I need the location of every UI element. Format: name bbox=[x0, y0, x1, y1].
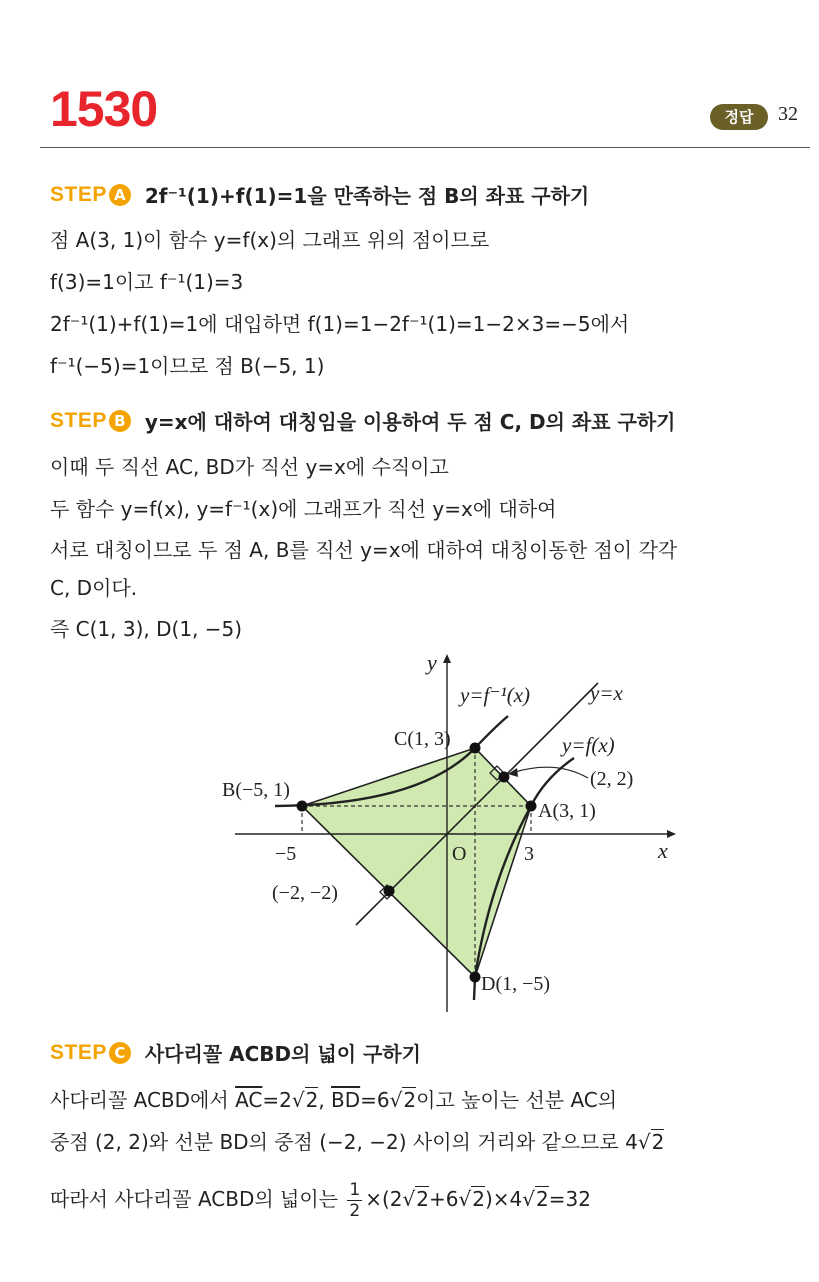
trapezoid-fill bbox=[302, 748, 531, 977]
step-a-title: 2f⁻¹(1)+f(1)=1을 만족하는 점 B의 좌표 구하기 bbox=[144, 184, 590, 208]
step-a-letter: A bbox=[109, 184, 131, 206]
sqrt-radicand: 2 bbox=[651, 1130, 665, 1154]
step-b-line-4: C, D이다. bbox=[50, 576, 138, 600]
step-c-title: 사다리꼴 ACBD의 넓이 구하기 bbox=[144, 1042, 421, 1066]
segment-ac: $\overline{AC}$ bbox=[235, 1088, 263, 1112]
step-b-line-5: 즉 C(1, 3), D(1, −5) bbox=[50, 617, 243, 641]
text: ×(2 bbox=[365, 1187, 403, 1211]
segment-bd: $\overline{BD}$ bbox=[331, 1088, 361, 1112]
text: =32 bbox=[548, 1187, 591, 1211]
x-axis-label: x bbox=[658, 838, 668, 863]
step-c-line-3: 따라서 사다리꼴 ACBD의 넓이는 $\frac{1}{2}$ ×(2√2+6√2)×4√2=32 bbox=[50, 1180, 591, 1221]
sqrt-radicand: 2 bbox=[472, 1187, 485, 1211]
sqrt-radicand: 2 bbox=[416, 1187, 429, 1211]
text: 따라서 사다리꼴 ACBD의 넓이는 bbox=[50, 1187, 345, 1211]
point-c bbox=[470, 743, 481, 754]
text: =6 bbox=[360, 1088, 390, 1112]
y-axis-arrow bbox=[443, 654, 451, 663]
point-b bbox=[297, 801, 308, 812]
point-d bbox=[470, 972, 481, 983]
text: =2 bbox=[262, 1088, 292, 1112]
label-y-equals-x: y=x bbox=[590, 681, 623, 705]
label-point-c: C(1, 3) bbox=[394, 728, 451, 750]
step-b-line-3: 서로 대칭이므로 두 점 A, B를 직선 y=x에 대하여 대칭이동한 점이 각각 bbox=[50, 538, 678, 562]
step-c-letter: C bbox=[109, 1042, 131, 1064]
fraction-numerator: 1 bbox=[349, 1180, 361, 1200]
answer-value: 32 bbox=[778, 103, 798, 125]
label-point-d: D(1, −5) bbox=[481, 973, 551, 995]
label-f: y=f(x) bbox=[562, 733, 615, 757]
step-c-line-1: 사다리꼴 ACBD에서 $\overline{AC}=2√2$, $\overline{BD}=6√2$이고 높이는 선분 AC의 bbox=[50, 1088, 618, 1112]
step-b-line-1: 이때 두 직선 AC, BD가 직선 y=x에 수직이고 bbox=[50, 455, 449, 479]
label-point-m2-m2: (−2, −2) bbox=[272, 882, 338, 904]
y-axis-label: y bbox=[427, 650, 437, 675]
label-point-b: B(−5, 1) bbox=[222, 779, 290, 801]
point-a bbox=[526, 801, 537, 812]
step-b-line-2: 두 함수 y=f(x), y=f⁻¹(x)에 그래프가 직선 y=x에 대하여 bbox=[50, 497, 557, 521]
text: 중점 (2, 2)와 선분 BD의 중점 (−2, −2) 사이의 거리와 같으므로 4 bbox=[50, 1130, 638, 1154]
step-a-tag: STEP bbox=[50, 182, 107, 206]
fraction-one-half bbox=[347, 1180, 362, 1221]
point-2-2 bbox=[499, 772, 510, 783]
sqrt-radicand: 2 bbox=[403, 1088, 417, 1112]
point-m2-m2 bbox=[384, 886, 395, 897]
step-c-line-2: 중점 (2, 2)와 선분 BD의 중점 (−2, −2) 사이의 거리와 같으므로 4√2 bbox=[50, 1130, 665, 1154]
step-a-line-3: 2f⁻¹(1)+f(1)=1에 대입하면 f(1)=1−2f⁻¹(1)=1−2×3=−5에서 bbox=[50, 312, 630, 336]
label-point-2-2: (2, 2) bbox=[590, 768, 634, 790]
problem-number: 1530 bbox=[50, 81, 158, 137]
sqrt-radicand: 2 bbox=[305, 1088, 319, 1112]
text: 사다리꼴 ACBD에서 bbox=[50, 1088, 236, 1112]
step-a-line-4: f⁻¹(−5)=1이므로 점 B(−5, 1) bbox=[50, 354, 325, 378]
step-c-heading bbox=[50, 1038, 421, 1067]
fraction-denominator: 2 bbox=[349, 1201, 361, 1221]
sqrt-radicand: 2 bbox=[536, 1187, 549, 1211]
step-c-tag: STEP bbox=[50, 1040, 107, 1064]
label-point-a: A(3, 1) bbox=[538, 800, 596, 822]
text: 이고 높이는 선분 AC의 bbox=[416, 1088, 618, 1112]
tick-3-label: 3 bbox=[524, 843, 534, 865]
origin-label: O bbox=[452, 843, 467, 865]
step-b-letter: B bbox=[109, 410, 131, 432]
step-b-tag: STEP bbox=[50, 408, 107, 432]
step-b-title: y=x에 대하여 대칭임을 이용하여 두 점 C, D의 좌표 구하기 bbox=[144, 410, 676, 434]
step-a-line-1: 점 A(3, 1)이 함수 y=f(x)의 그래프 위의 점이므로 bbox=[50, 228, 490, 252]
text: , bbox=[318, 1088, 332, 1112]
step-a-line-2: f(3)=1이고 f⁻¹(1)=3 bbox=[50, 270, 244, 294]
answer-badge: 정답 bbox=[710, 104, 768, 130]
text: +6 bbox=[428, 1187, 459, 1211]
x-axis-arrow bbox=[667, 830, 676, 838]
text: )×4 bbox=[484, 1187, 523, 1211]
label-f-inverse: y=f⁻¹(x) bbox=[460, 683, 531, 707]
tick-neg5-label: −5 bbox=[275, 843, 297, 865]
